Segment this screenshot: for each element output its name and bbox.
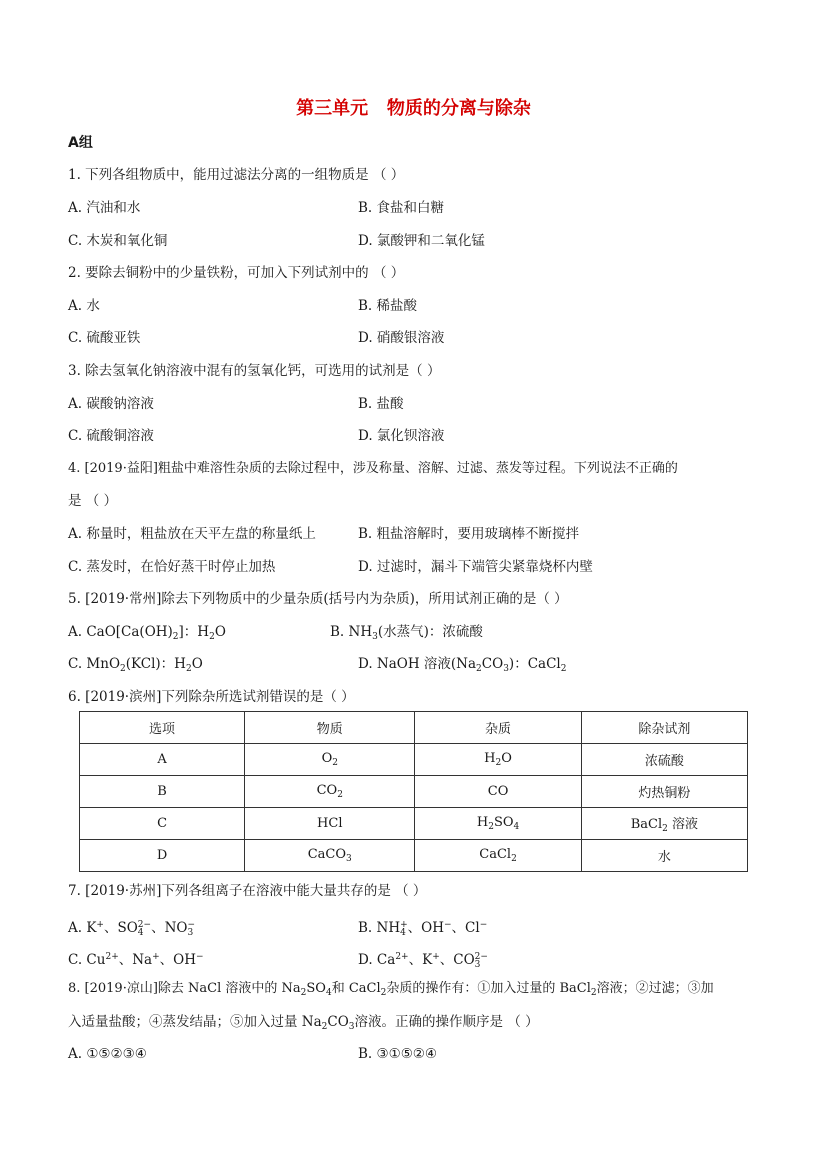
group-label: A组 xyxy=(68,135,93,151)
table-cell: CaCl$_2$ xyxy=(415,840,581,872)
table-cell: $H_2SO_4$ xyxy=(415,808,581,840)
q3-option-d: D. 氯化钡溶液 xyxy=(358,428,445,444)
table-header: 物质 xyxy=(245,712,415,744)
q7-option-d: D. $Ca^{2+}$、K+、CO 2− 3 xyxy=(358,951,488,970)
q3-option-b: B. 盐酸 xyxy=(358,396,404,412)
q1-option-a: A. 汽油和水 xyxy=(68,200,141,216)
table-cell: D xyxy=(80,840,245,872)
table-row xyxy=(80,744,748,776)
q4-option-a: A. 称量时，粗盐放在天平左盘的称量纸上 xyxy=(68,526,316,542)
q7-option-b: B. NH + 4 、OH−、Cl− xyxy=(358,919,488,938)
q3-option-c: C. 硫酸铜溶液 xyxy=(68,428,154,444)
table-header: 除杂试剂 xyxy=(581,712,747,744)
table-header: 杂质 xyxy=(415,712,581,744)
table-cell: B xyxy=(80,776,245,808)
q2-option-d: D. 硝酸银溶液 xyxy=(358,330,445,346)
question-2-stem: 2. 要除去铜粉中的少量铁粉，可加入下列试剂中的 （ ） xyxy=(68,265,405,281)
q1-option-d: D. 氯酸钾和二氧化锰 xyxy=(358,233,485,249)
question-1-stem: 1. 下列各组物质中，能用过滤法分离的一组物质是 （ ） xyxy=(68,167,405,183)
q4-option-d: D. 过滤时，漏斗下端管尖紧靠烧杯内壁 xyxy=(358,559,593,575)
table-row xyxy=(80,808,748,840)
question-3-stem: 3. 除去氢氧化钠溶液中混有的氢氧化钙，可选用的试剂是（ ） xyxy=(68,363,441,379)
question-8-stem-line2: 入适量盐酸；④蒸发结晶；⑤加入过量 $Na_2CO_3$溶液。正确的操作顺序是 （ ） xyxy=(68,1014,539,1032)
question-7-stem: 7. [2019·苏州]下列各组离子在溶液中能大量共存的是 （ ） xyxy=(68,883,427,899)
q3-option-a: A. 碳酸钠溶液 xyxy=(68,396,154,412)
q8-option-a: A. ①⑤②③④ xyxy=(68,1046,147,1062)
q7-option-a: A. K+、SO 2− 4 、NO − 3 xyxy=(68,919,196,938)
table-cell: 灼热铜粉 xyxy=(581,776,747,808)
q5-option-d: D. NaOH 溶液$(Na_2CO_3)$：CaCl$_2$ xyxy=(358,656,567,674)
table-header: 选项 xyxy=(80,712,245,744)
reagent-table xyxy=(79,711,748,872)
table-row xyxy=(80,840,748,872)
unit-title: 第三单元 物质的分离与除杂 xyxy=(296,98,531,119)
q5-option-b: B. $NH_3$(水蒸气)：浓硫酸 xyxy=(330,624,483,642)
table-cell: CaCO$_3$ xyxy=(245,840,415,872)
q2-option-c: C. 硫酸亚铁 xyxy=(68,330,141,346)
question-5-stem: 5. [2019·常州]除去下列物质中的少量杂质(括号内为杂质)，所用试剂正确的是（ ） xyxy=(68,591,568,607)
table-cell: 水 xyxy=(581,840,747,872)
table-cell: $H_2O$ xyxy=(415,744,581,776)
q1-option-b: B. 食盐和白糖 xyxy=(358,200,445,216)
table-cell: CO xyxy=(415,776,581,808)
table-header-row xyxy=(80,712,748,744)
q5-option-c: C. MnO$_2$(KCl)：$H_2O$ xyxy=(68,656,203,674)
q1-option-c: C. 木炭和氧化铜 xyxy=(68,233,168,249)
question-8-stem-line1: 8. [2019·凉山]除去 NaCl 溶液中的 $Na_2SO_4$和 CaCl$_2$杂质的操作有：①加入过量的 BaCl$_2$溶液；②过滤；③加 xyxy=(68,981,714,998)
table-cell: C xyxy=(80,808,245,840)
table-cell: BaCl$_2$ 溶液 xyxy=(581,808,747,840)
table-cell: $CO_2$ xyxy=(245,776,415,808)
q8-option-b: B. ③①⑤②④ xyxy=(358,1046,438,1062)
question-6-stem: 6. [2019·滨州]下列除杂所选试剂错误的是（ ） xyxy=(68,689,355,705)
table-cell: $O_2$ xyxy=(245,744,415,776)
question-4-stem-line1: 4. [2019·益阳]粗盐中难溶性杂质的去除过程中，涉及称量、溶解、过滤、蒸发等过程。下列说法不正确的 xyxy=(68,461,678,476)
q2-option-b: B. 稀盐酸 xyxy=(358,298,418,314)
table-cell: 浓硫酸 xyxy=(581,744,747,776)
q4-option-c: C. 蒸发时，在恰好蒸干时停止加热 xyxy=(68,559,276,575)
table-row xyxy=(80,776,748,808)
q2-option-a: A. 水 xyxy=(68,298,100,314)
q5-option-a: A. $CaO[Ca(OH)_2]$：$H_2O$ xyxy=(68,624,226,642)
q7-option-c: C. $Cu^{2+}$、Na+、OH− xyxy=(68,952,204,968)
question-4-stem-line2: 是 （ ） xyxy=(68,493,118,509)
table-cell: A xyxy=(80,744,245,776)
q4-option-b: B. 粗盐溶解时，要用玻璃棒不断搅拌 xyxy=(358,526,580,542)
table-cell: HCl xyxy=(245,808,415,840)
